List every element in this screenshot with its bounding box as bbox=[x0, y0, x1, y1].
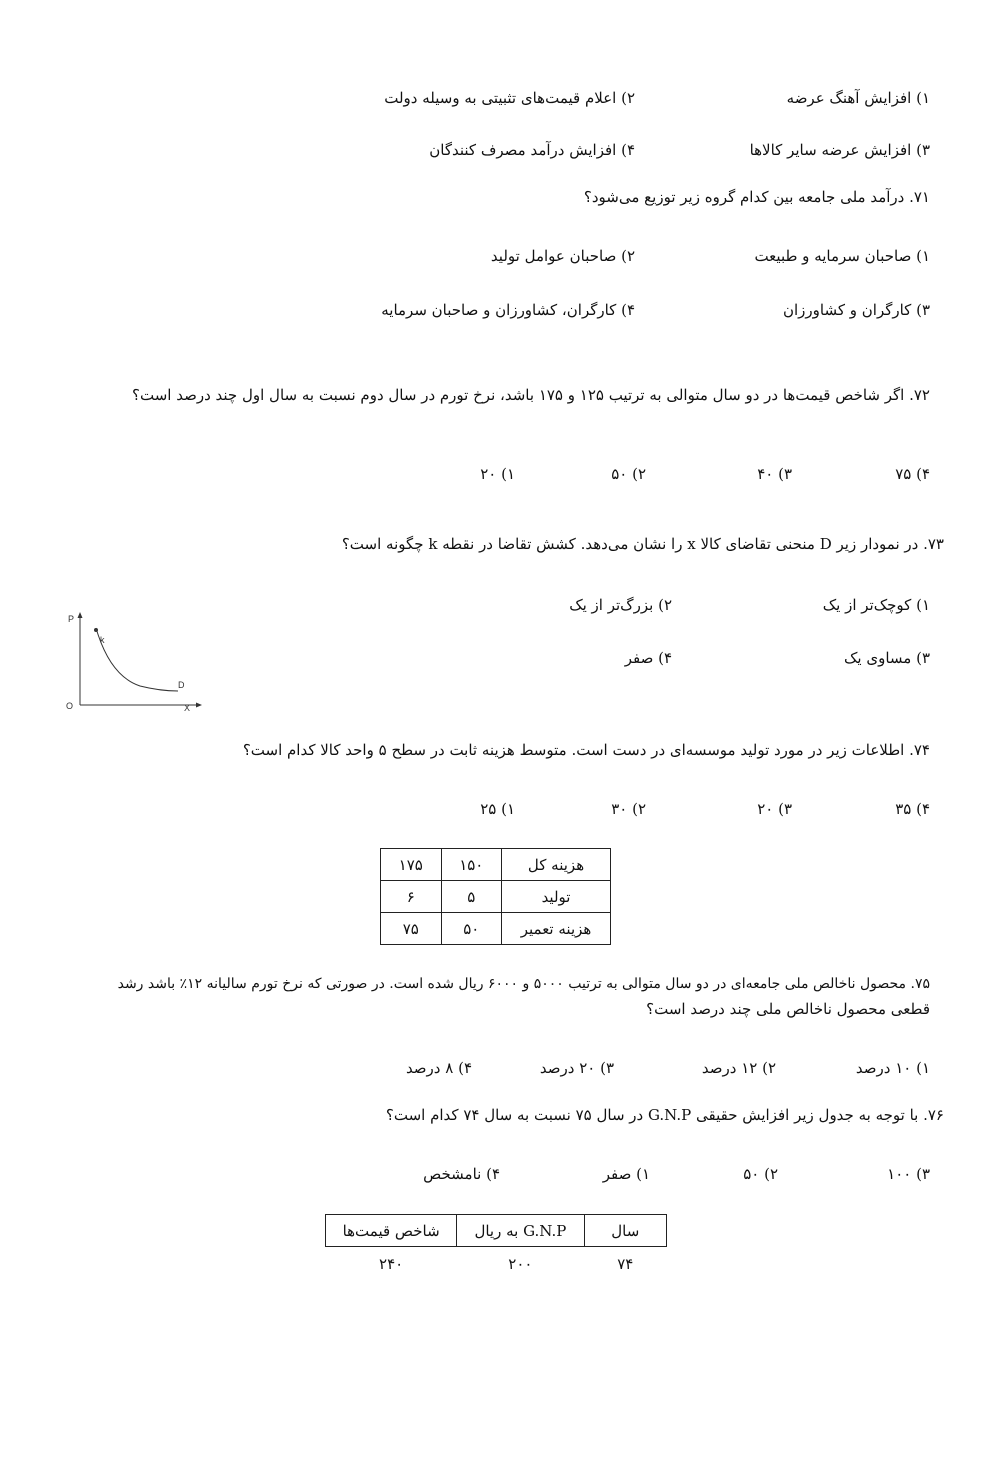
q72-option-1[interactable]: ۱) ۲۰ bbox=[480, 465, 515, 483]
q72-option-2[interactable]: ۲) ۵۰ bbox=[611, 465, 646, 483]
table-header-row bbox=[326, 1215, 667, 1247]
q74-option-3[interactable]: ۳) ۲۰ bbox=[757, 800, 792, 818]
q72-option-4[interactable]: ۴) ۷۵ bbox=[895, 465, 930, 483]
cost-table bbox=[380, 848, 611, 945]
table-cell: ۲۰۰ bbox=[508, 1255, 533, 1273]
table-cell: ۷۴ bbox=[617, 1255, 634, 1273]
q71-question: ۷۱. درآمد ملی جامعه بین کدام گروه زیر توزیع می‌شود؟ bbox=[583, 188, 930, 206]
q75-option-2[interactable]: ۲) ۱۲ درصد bbox=[701, 1059, 776, 1077]
q74-option-1[interactable]: ۱) ۲۵ bbox=[480, 800, 515, 818]
q71-option-2[interactable]: ۲) صاحبان عوامل تولید bbox=[490, 247, 635, 265]
table-row bbox=[381, 849, 611, 881]
q70-option-4[interactable]: ۴) افزایش درآمد مصرف کنندگان bbox=[429, 141, 635, 159]
q70-option-2[interactable]: ۲) اعلام قیمت‌های تثبیتی به وسیله دولت bbox=[384, 89, 635, 107]
table-row bbox=[381, 881, 611, 913]
table-row bbox=[326, 1247, 667, 1282]
demand-curve bbox=[96, 628, 178, 691]
q73-question: ۷۳. در نمودار زیر D منحنی تقاضای کالا x را نشان می‌دهد. کشش تقاضا در نقطه k چگونه است؟ bbox=[341, 535, 944, 553]
q76-option-1[interactable]: ۱) صفر bbox=[602, 1165, 650, 1183]
q70-option-3[interactable]: ۳) افزایش عرضه سایر کالاها bbox=[749, 141, 930, 159]
table-cell: تولید bbox=[502, 881, 611, 913]
point-k-marker bbox=[94, 628, 98, 632]
q73-option-3[interactable]: ۳) مساوی یک bbox=[843, 649, 930, 667]
table-header-cell: سال bbox=[584, 1215, 667, 1247]
table-cell: هزینه کل bbox=[502, 849, 611, 881]
q76-option-3[interactable]: ۳) ۱۰۰ bbox=[887, 1165, 930, 1183]
demand-curve-graph bbox=[60, 608, 210, 713]
table-cell: ۵ bbox=[441, 881, 502, 913]
table-cell: ۱۵۰ bbox=[441, 849, 502, 881]
x-axis-label: X bbox=[184, 703, 191, 713]
curve-d-label: D bbox=[178, 680, 185, 690]
x-axis-arrow bbox=[196, 703, 202, 708]
q74-option-4[interactable]: ۴) ۳۵ bbox=[895, 800, 930, 818]
table-header-cell: G.N.P به ریال bbox=[457, 1215, 584, 1247]
q73-option-1[interactable]: ۱) کوچک‌تر از یک bbox=[822, 596, 930, 614]
table-cell: هزینه تعمیر bbox=[502, 913, 611, 945]
q71-option-4[interactable]: ۴) کارگران، کشاورزان و صاحبان سرمایه bbox=[381, 301, 635, 319]
gnp-table bbox=[325, 1214, 667, 1281]
table-row bbox=[381, 913, 611, 945]
q76-option-2[interactable]: ۲) ۵۰ bbox=[743, 1165, 778, 1183]
q72-question: ۷۲. اگر شاخص قیمت‌ها در دو سال متوالی به ترتیب ۱۲۵ و ۱۷۵ باشد، نرخ تورم در سال دوم نسبت به سال اول چند درصد است؟ bbox=[132, 386, 930, 404]
q70-option-1[interactable]: ۱) افزایش آهنگ عرضه bbox=[786, 89, 930, 107]
table-header-cell: شاخص قیمت‌ها bbox=[326, 1215, 457, 1247]
q75-option-3[interactable]: ۳) ۲۰ درصد bbox=[539, 1059, 614, 1077]
y-axis-label: P bbox=[68, 614, 75, 624]
q75-option-1[interactable]: ۱) ۱۰ درصد bbox=[855, 1059, 930, 1077]
q75-question-line-2: قطعی محصول ناخالص ملی چند درصد است؟ bbox=[646, 1000, 930, 1018]
table-cell: ۲۴۰ bbox=[379, 1255, 404, 1273]
q73-option-4[interactable]: ۴) صفر bbox=[624, 649, 672, 667]
q75-question-line-1: ۷۵. محصول ناخالص ملی جامعه‌ای در دو سال متوالی به ترتیب ۵۰۰۰ و ۶۰۰۰ ریال شده است. در صورتی که نرخ تورم سالیانه ۱۲٪ باشد رشد bbox=[117, 976, 930, 992]
q71-option-1[interactable]: ۱) صاحبان سرمایه و طبیعت bbox=[754, 247, 930, 265]
point-k-label: k bbox=[100, 635, 105, 645]
q75-option-4[interactable]: ۴) ۸ درصد bbox=[405, 1059, 472, 1077]
q74-question: ۷۴. اطلاعات زیر در مورد تولید موسسه‌ای در دست است. متوسط هزینه ثابت در سطح ۵ واحد کالا کدام است؟ bbox=[242, 741, 930, 759]
y-axis-arrow bbox=[78, 612, 83, 618]
table-cell: ۶ bbox=[381, 881, 442, 913]
q76-option-4[interactable]: ۴) نامشخص bbox=[423, 1165, 500, 1183]
q73-option-2[interactable]: ۲) بزرگ‌تر از یک bbox=[569, 596, 672, 614]
q71-option-3[interactable]: ۳) کارگران و کشاورزان bbox=[782, 301, 930, 319]
q76-question: ۷۶. با توجه به جدول زیر افزایش حقیقی G.N.P در سال ۷۵ نسبت به سال ۷۴ کدام است؟ bbox=[385, 1106, 944, 1124]
table-cell: ۷۵ bbox=[381, 913, 442, 945]
q74-option-2[interactable]: ۲) ۳۰ bbox=[611, 800, 646, 818]
origin-label: O bbox=[66, 701, 74, 711]
table-cell: ۵۰ bbox=[441, 913, 502, 945]
table-cell: ۱۷۵ bbox=[381, 849, 442, 881]
q72-option-3[interactable]: ۳) ۴۰ bbox=[757, 465, 792, 483]
